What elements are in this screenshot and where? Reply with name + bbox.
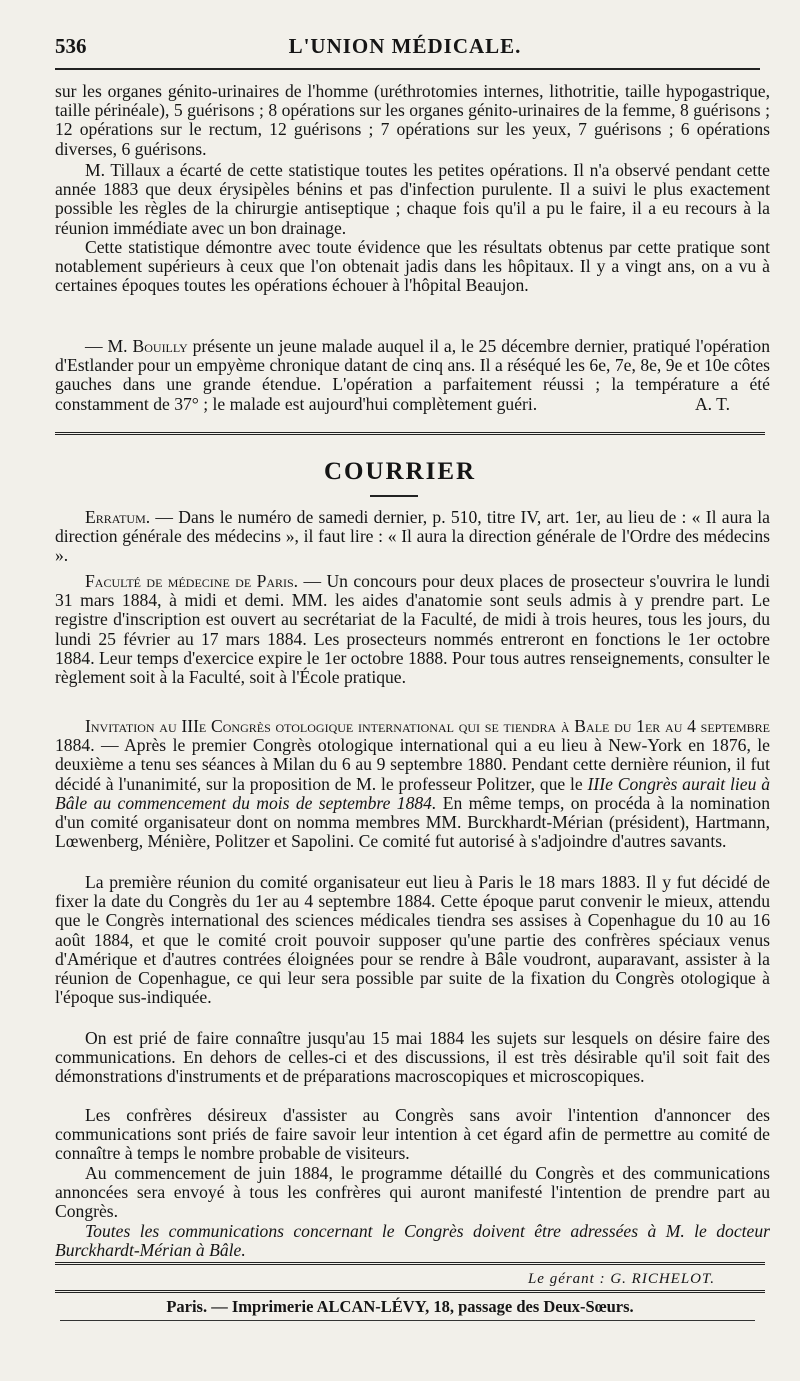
- author-name: M. Tillaux: [85, 160, 161, 180]
- paragraph-text: [55, 572, 770, 687]
- faculte-label: Faculté de médecine de Paris.: [85, 571, 299, 591]
- title-underline: [370, 495, 418, 497]
- paragraph-text: On est prié de faire connaître jusqu'au 15 mai 1884 les sujets sur lesquels on désire faire des communications. En dehors de celles-ci et des discussions, il est très désirable qu'il soit fait des démonstrations d'instruments et de préparations macroscopiques et microscopiques.: [55, 1028, 770, 1087]
- paragraph-text: sur les organes génito-urinaires de l'homme (uréthrotomies internes, lithotritie, taille hypogastrique, taille périnéale), 5 guérisons ; 8 opérations sur les organes génito-urinaires de la femme, 8 guérisons ; 12 opérations sur le rectum, 12 guérisons ; 7 opérations sur les yeux, 7 guérisons ; 6 opérations diverses, 6 guérisons.: [55, 81, 770, 159]
- erratum-label: Erratum.: [85, 507, 151, 527]
- paragraph-text: [55, 161, 770, 238]
- section-divider: [55, 432, 765, 435]
- journal-title: L'UNION MÉDICALE.: [288, 34, 522, 58]
- footer-rule-top: [55, 1262, 765, 1265]
- running-header: [55, 30, 755, 66]
- invitation-paragraph: [55, 717, 770, 851]
- paragraph-body: — Dans le numéro de samedi dernier, p. 510, titre IV, art. 1er, au lieu de : « Il aura la direction générale des médecins », il faut lire : « Il aura la direction générale de l'Ordre des médecins ».: [55, 507, 770, 566]
- author-initials: A. T.: [694, 393, 730, 414]
- invitation-italic: IIIe Congrès aurait lieu à Bâle au commencement du mois de septembre 1884.: [55, 773, 770, 813]
- paragraph-text: [55, 508, 770, 566]
- confreres-paragraph: [55, 1106, 770, 1164]
- paragraph-text: Les confrères désireux d'assister au Congrès sans avoir l'intention d'annoncer des communications sont priés de faire savoir leur intention à cet égard afin de permettre au comité de connaître à temps le nombre probable de visiteurs.: [55, 1105, 770, 1164]
- paragraph-body-cont: En même temps, on procéda à la nomination d'un comité organisateur dont on nomma membres MM. Burckhardt-Mérian (président), Hartmann, Lœwenberg, Ménière, Politzer et Sapolini. Ce comité fut autorisé à s'adjoindre d'autres savants.: [55, 792, 771, 852]
- article-paragraph-1: [55, 82, 770, 159]
- footer-rule-bottom: [55, 1290, 765, 1293]
- printer-imprint: Paris. — Imprimerie ALCAN-LÉVY, 18, passage des Deux-Sœurs.: [166, 1297, 634, 1316]
- invitation-label: Invitation au IIIe Congrès otologique international qui se tiendra à Bale du 1er au 4 septembre 1884.: [55, 716, 770, 756]
- imprint-rule: [60, 1320, 755, 1321]
- paragraph-body: présente un jeune malade auquel il a, le 25 décembre dernier, pratiqué l'opération d'Estlander pour un empyème chronique datant de cinq ans. Il a réséqué les 6e, 7e, 8e, 9e et 10e côtes gauches dans une grande étendue. L'opération a parfaitement réussi ; la température a été constamment de 37° ; le malade est aujourd'hui complètement guéri.: [55, 336, 770, 414]
- programme-paragraph: [55, 1164, 770, 1222]
- faculte-paragraph: [55, 572, 770, 687]
- article-paragraph-3: [55, 238, 770, 296]
- paragraph-text: La première réunion du comité organisateur eut lieu à Paris le 18 mars 1883. Il y fut décidé de fixer la date du Congrès du 1er au 4 septembre 1884. Cette époque parut convenir le mieux, attendu que le Congrès international des sciences médicales tiendra ses assises à Copenhague du 10 au 16 août 1884, et que le comité croit pouvoir supposer qu'une partie des confrères spéciaux venus d'Amérique et d'autres contrées éloignées pour se rendre à Bâle voudront, auparavant, assister à la réunion de Copenhague, ce qui leur sera possible par suite de la fixation du Congrès otologique à l'époque sus-indiquée.: [55, 872, 770, 1008]
- paragraph-text: Au commencement de juin 1884, le programme détaillé du Congrès et des communications annoncées sera envoyé à tous les confrères qui auront manifesté l'intention de prendre part au Congrès.: [55, 1163, 770, 1222]
- erratum-paragraph: [55, 508, 770, 566]
- paragraph-body: — Après le premier Congrès otologique international qui a eu lieu à New-York en 1876, le deuxième a tenu ses séances à Milan du 6 au 9 septembre 1880. Pendant cette dernière réunion, il fut décidé à l'unanimité, sur la proposition de M. le professeur Politzer, que le: [55, 735, 770, 794]
- paragraph-body: a écarté de cette statistique toutes les petites opérations. Il n'a observé pendant cette année 1883 que deux érysipèles bénins et pas d'infection purulente. Il a suivi le plus exactement possible les règles de la chirurgie antiseptique ; chaque fois qu'il a pu le faire, il a eu recours à la réunion immédiate avec un bon drainage.: [55, 160, 770, 238]
- paragraph-text: Toutes les communications concernant le Congrès doivent être adressées à M. le docteur Burckhardt-Mérian à Bâle.: [55, 1221, 770, 1261]
- toutes-paragraph: [55, 1222, 770, 1260]
- article-paragraph-4: [55, 337, 770, 414]
- editor-signature: Le gérant : G. RICHELOT.: [527, 1271, 715, 1287]
- page-number: 536: [55, 34, 87, 58]
- prie-paragraph: [55, 1029, 770, 1087]
- paragraph-text: [55, 717, 770, 851]
- section-title: COURRIER: [323, 458, 477, 485]
- paragraph-body: — Un concours pour deux places de prosecteur s'ouvrira le lundi 31 mars 1884, à midi et demi. MM. les aides d'anatomie sont seuls admis à y prendre part. Le registre d'inscription est ouvert au secrétariat de la Faculté, de midi à trois heures, tous les jours, du lundi 25 février au 17 mars 1884. Les prosecteurs nommés entreront en fonctions le 1er octobre 1884. Leur temps d'exercice expire le 1er octobre 1888. Pour tous autres renseignements, consulter le règlement soit à la Faculté, soit à l'École pratique.: [55, 571, 770, 688]
- header-rule: [55, 68, 760, 70]
- paragraph-text: — M. Bouilly présente un jeune malade auquel il a, le 25 décembre dernier, pratiqué l'opération d'Estlander pour un empyème chronique datant de cinq ans. Il a réséqué les 6e, 7e, 8e, 9e et 10e côtes gauches dans une grande étendue. L'opération a parfaitement réussi ; la température a été constamment de 37° ; le malade est aujourd'hui complètement guéri.: [55, 336, 770, 414]
- paragraph-text: Cette statistique démontre avec toute évidence que les résultats obtenus par cette pratique sont notablement supérieurs à ceux que l'on obtenait jadis dans les hôpitaux. Il y a vingt ans, on a vu à certaines époques toutes les opérations échouer à l'hôpital Beaujon.: [55, 237, 770, 296]
- article-paragraph-2: [55, 161, 770, 238]
- reunion-paragraph: [55, 873, 770, 1007]
- author-name: M. Bouilly: [107, 336, 188, 356]
